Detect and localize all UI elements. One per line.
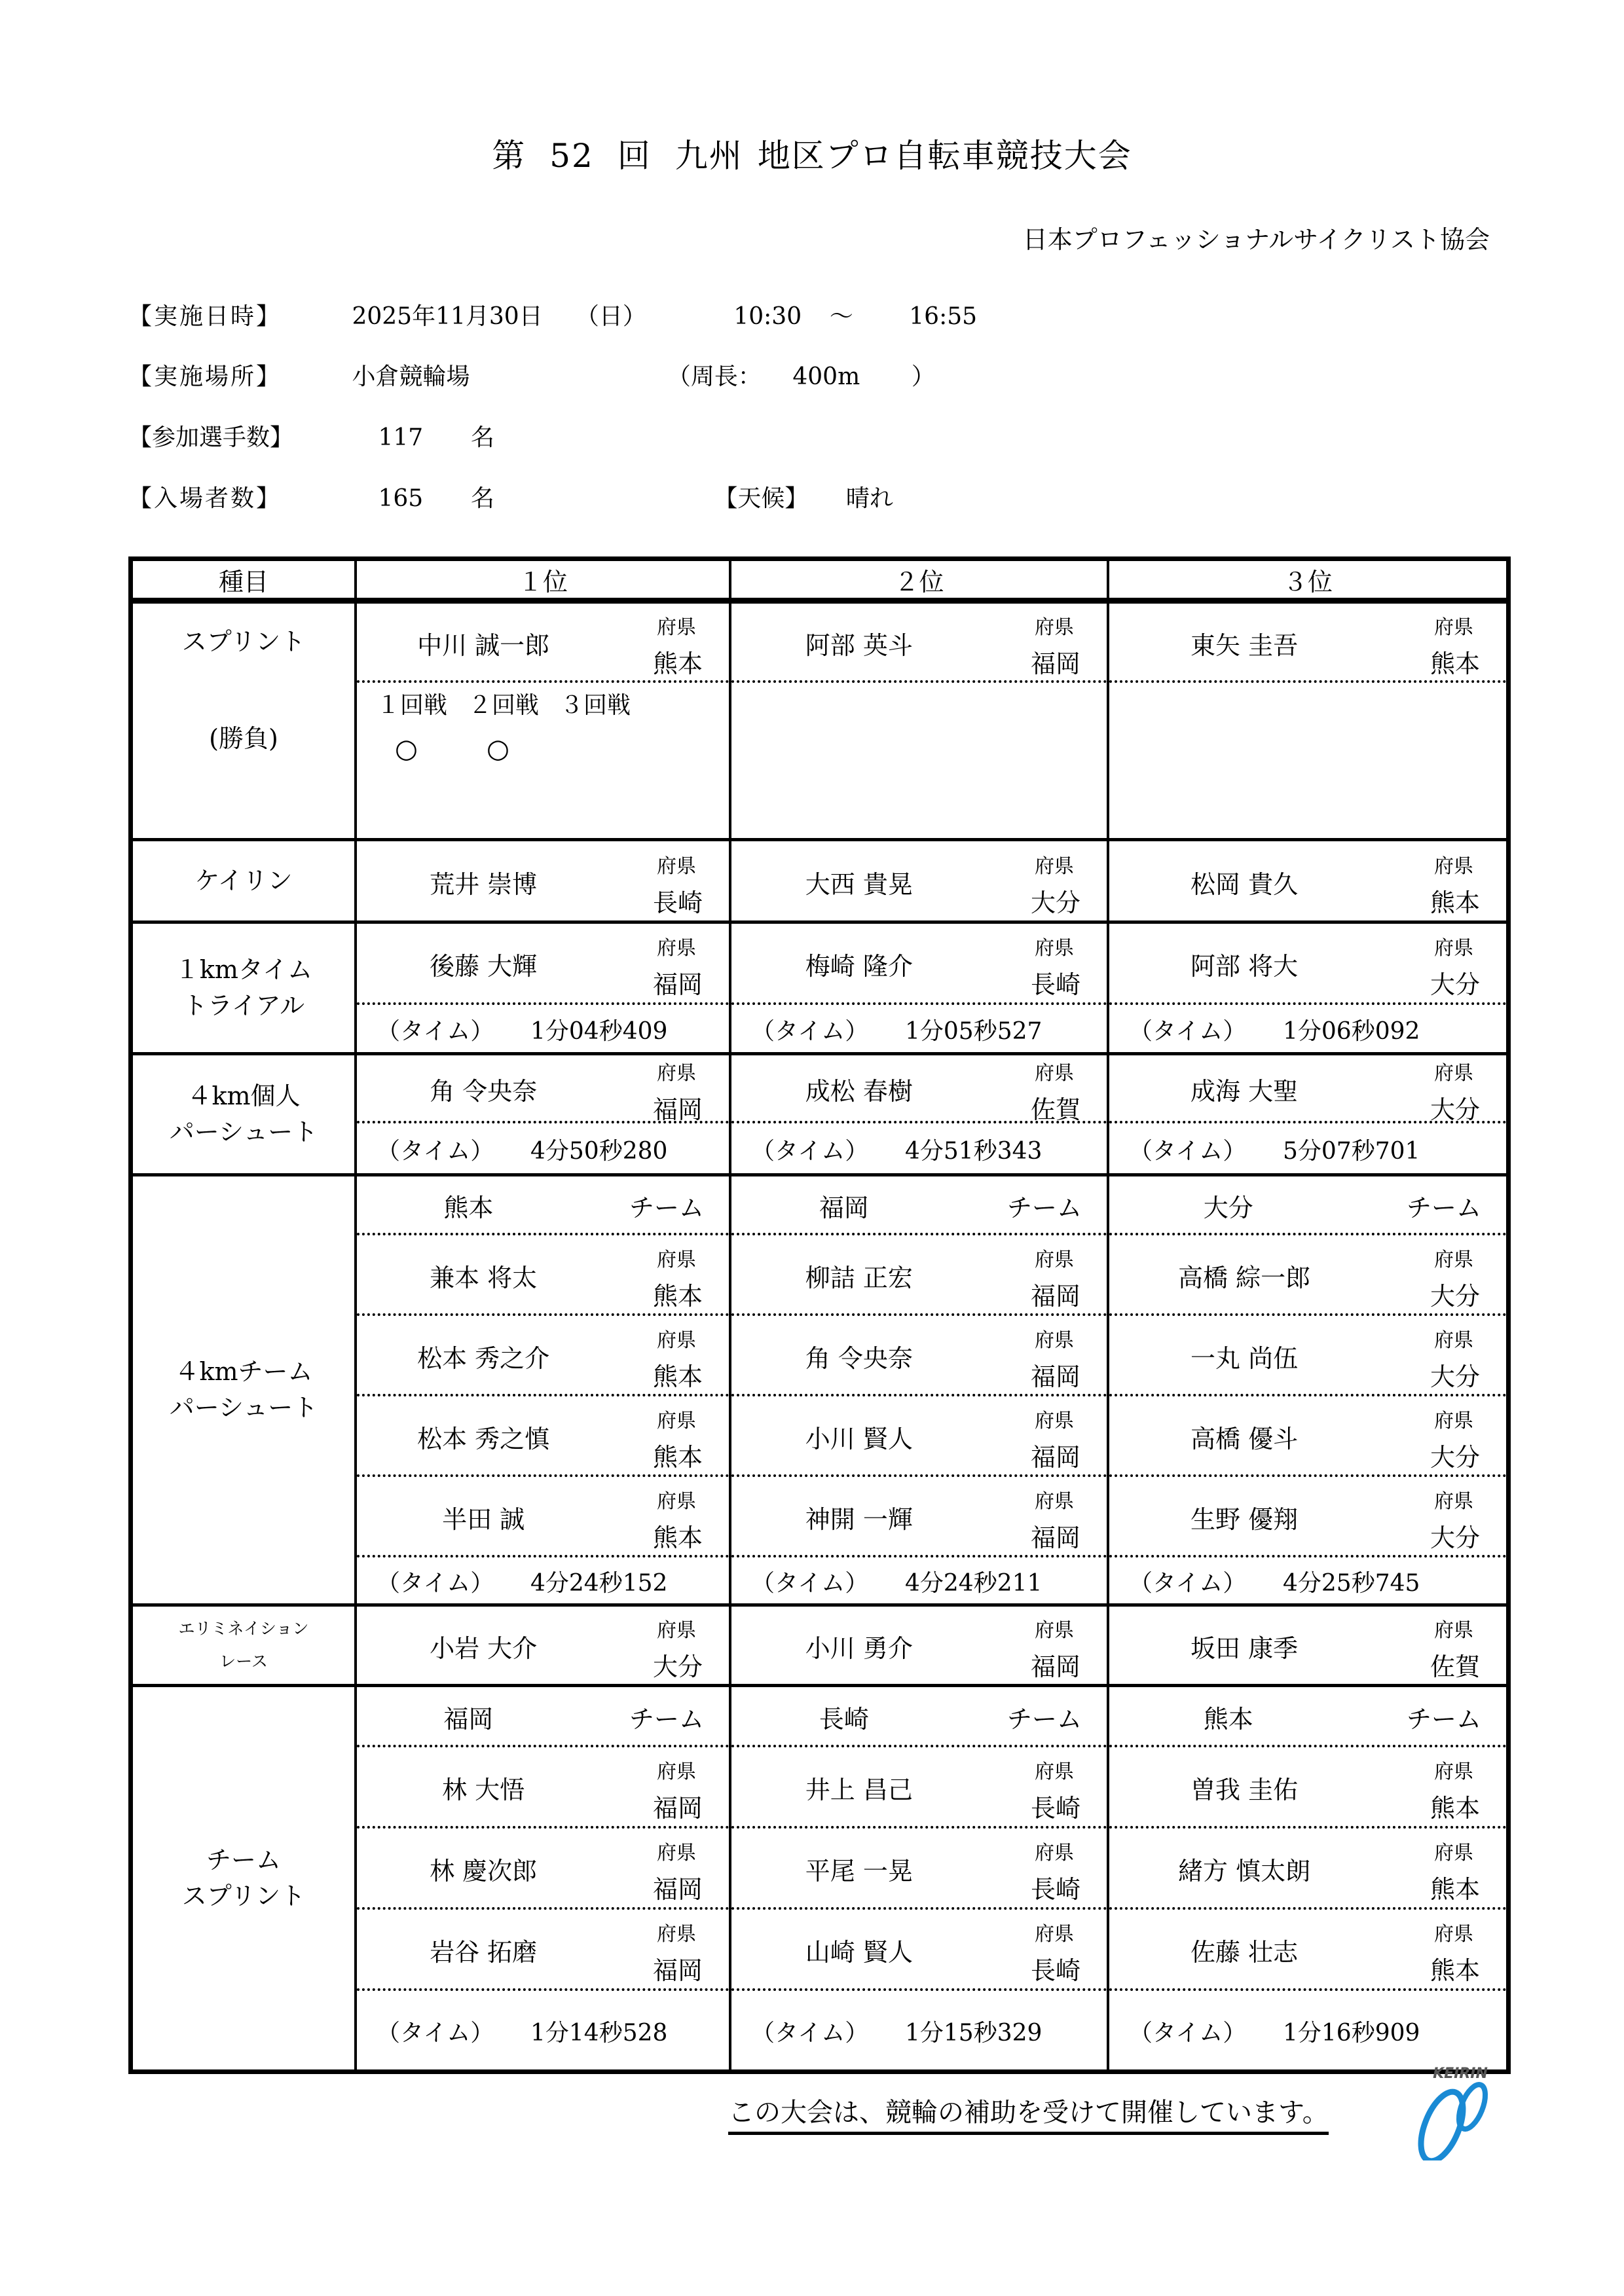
lap-label: （周長： (667, 363, 762, 390)
team-name: 熊本 (443, 1194, 494, 1222)
event-name (133, 1687, 354, 2069)
team-name: 大分 (1203, 1194, 1253, 1222)
athlete-name: 井上 昌己 (805, 1776, 913, 1804)
prefecture: 佐賀 (1430, 1652, 1480, 1681)
event-date: 2025年11月30日 (352, 303, 543, 330)
event-name-line: パーシュート (169, 1118, 318, 1146)
time-value: 1分04秒409 (530, 1018, 668, 1045)
athlete-cell (731, 924, 1107, 1002)
athlete-name: 後藤 大輝 (430, 952, 538, 981)
header-divider (133, 598, 1506, 604)
prefecture-label: 府県 (1434, 1923, 1473, 1946)
athlete-name: 坂田 康季 (1190, 1634, 1299, 1663)
prefecture: 福岡 (652, 1875, 703, 1904)
athlete-name: 小川 勇介 (805, 1634, 913, 1663)
time-value: 4分24秒211 (905, 1570, 1043, 1597)
keirin-logo (1395, 2062, 1500, 2160)
athlete-name: 生野 優翔 (1190, 1504, 1299, 1534)
athlete-name: 高橋 綜一郎 (1177, 1263, 1311, 1292)
athlete-cell (1109, 604, 1506, 680)
prefecture-label: 府県 (657, 854, 696, 878)
event-name (133, 924, 354, 1052)
prefecture-label: 府県 (1035, 1923, 1074, 1946)
event-name-line: スプリント (181, 627, 306, 656)
athlete-cell (731, 1747, 1107, 1826)
prefecture: 福岡 (652, 1794, 703, 1823)
prefecture: 大分 (1430, 1523, 1480, 1552)
venue: 小倉競輪場 (352, 363, 470, 390)
time-cell (1109, 1005, 1506, 1052)
time-label: （タイム） (1129, 1570, 1247, 1597)
prefecture: 熊本 (652, 1523, 703, 1552)
time-cell (357, 1123, 729, 1173)
athlete-cell (731, 1829, 1107, 1907)
time-separator: ～ (829, 303, 853, 330)
athlete-cell (731, 841, 1107, 920)
prefecture: 熊本 (1430, 1875, 1480, 1904)
team-label: チーム (629, 1705, 704, 1734)
info-participants-row (128, 419, 494, 452)
athlete-cell (731, 1396, 1107, 1474)
time-label: （タイム） (751, 2020, 869, 2047)
team-label: チーム (1406, 1194, 1481, 1222)
time-cell (1109, 1558, 1506, 1603)
time-value: 1分06秒092 (1283, 1018, 1420, 1045)
time-label: （タイム） (1129, 1138, 1247, 1165)
athlete-cell (357, 604, 729, 680)
prefecture-label: 府県 (657, 937, 696, 960)
prefecture-label: 府県 (1434, 1248, 1473, 1271)
event-name-line: ケイリン (194, 866, 293, 895)
prefecture-label: 府県 (1035, 854, 1074, 878)
prefecture-label: 府県 (1434, 1062, 1473, 1085)
athlete-cell (1109, 924, 1506, 1002)
time-value: 4分51秒343 (905, 1138, 1043, 1165)
time-cell (1109, 1123, 1506, 1173)
prefecture-label: 府県 (1035, 1062, 1074, 1085)
time-cell (731, 1991, 1107, 2069)
athlete-name: 東矢 圭吾 (1190, 630, 1299, 660)
time-cell (1109, 1991, 1506, 2069)
round-label: ２回戦 (468, 692, 540, 719)
athlete-cell (1109, 1055, 1506, 1124)
prefecture: 熊本 (652, 1362, 703, 1391)
lap-close: ） (911, 363, 935, 390)
athlete-cell (1109, 1607, 1506, 1684)
event-name-line: １kmタイム (174, 955, 313, 984)
team-header-cell (731, 1687, 1107, 1745)
date-label: 【実施日時】 (128, 303, 282, 330)
team-header-cell (1109, 1687, 1506, 1745)
athlete-name: 柳詰 正宏 (805, 1263, 913, 1292)
prefecture: 大分 (1430, 970, 1480, 999)
athlete-name: 中川 誠一郎 (417, 630, 550, 660)
athlete-cell (1109, 1910, 1506, 1988)
athlete-cell (1109, 1477, 1506, 1555)
prefecture-label: 府県 (657, 1248, 696, 1271)
attendance-count: 165 (378, 485, 424, 512)
athlete-cell (357, 841, 729, 920)
athlete-cell (357, 1055, 729, 1124)
title-part: 第 (492, 137, 526, 175)
time-cell (731, 1558, 1107, 1603)
athlete-cell (1109, 1396, 1506, 1474)
prefecture-label: 府県 (1035, 1328, 1074, 1352)
athlete-name: 曽我 圭佑 (1190, 1776, 1299, 1804)
athlete-cell (731, 1235, 1107, 1313)
dotted-divider (731, 680, 1107, 683)
info-attendance-row (128, 480, 893, 513)
title-part: 回 (617, 137, 652, 175)
participants-label: 【参加選手数】 (128, 424, 294, 451)
athlete-cell (357, 1607, 729, 1684)
info-venue-row (128, 358, 935, 392)
time-label: （タイム） (377, 1138, 494, 1165)
header-first-place: １位 (517, 567, 568, 596)
time-cell (357, 1991, 729, 2069)
prefecture-label: 府県 (1434, 1842, 1473, 1865)
athlete-name: 高橋 優斗 (1190, 1424, 1299, 1453)
athlete-name: 小岩 大介 (430, 1634, 538, 1663)
time-value: 4分25秒745 (1283, 1570, 1420, 1597)
athlete-name: 角 令央奈 (430, 1077, 538, 1106)
prefecture-label: 府県 (657, 1619, 696, 1642)
athlete-name: 松本 秀之慎 (417, 1424, 550, 1453)
header-third-place: ３位 (1282, 567, 1333, 596)
prefecture: 長崎 (1030, 1794, 1080, 1823)
prefecture: 大分 (1030, 888, 1080, 917)
participants-count: 117 (378, 424, 424, 451)
athlete-name: 神開 一輝 (805, 1504, 913, 1534)
prefecture-label: 府県 (1434, 615, 1473, 639)
title-part: 九州 (674, 137, 743, 175)
time-cell (357, 1558, 729, 1603)
prefecture-label: 府県 (657, 1842, 696, 1865)
event-name-line: パーシュート (169, 1393, 318, 1422)
team-label: チーム (1006, 1705, 1082, 1734)
event-name (133, 604, 354, 680)
prefecture: 福岡 (1030, 649, 1080, 678)
athlete-cell (731, 1910, 1107, 1988)
athlete-name: 松本 秀之介 (417, 1343, 550, 1373)
prefecture-label: 府県 (1035, 1248, 1074, 1271)
athlete-name: 岩谷 拓磨 (430, 1938, 538, 1967)
time-cell (357, 1005, 729, 1052)
prefecture-label: 府県 (1035, 1619, 1074, 1642)
prefecture-label: 府県 (657, 1062, 696, 1085)
time-start: 10:30 (733, 303, 802, 330)
athlete-name: 荒井 崇博 (430, 869, 538, 899)
prefecture-label: 府県 (1434, 1409, 1473, 1432)
athlete-cell (731, 1477, 1107, 1555)
prefecture-label: 府県 (657, 1409, 696, 1432)
time-label: （タイム） (751, 1138, 869, 1165)
time-value: 1分14秒528 (530, 2020, 668, 2047)
prefecture: 大分 (1430, 1281, 1480, 1311)
win-mark: ○ (395, 734, 418, 764)
time-label: （タイム） (377, 1570, 494, 1597)
prefecture: 福岡 (1030, 1523, 1080, 1552)
attendance-label: 【入場者数】 (128, 485, 282, 512)
prefecture: 大分 (1430, 1095, 1480, 1124)
prefecture: 長崎 (652, 888, 703, 917)
event-name (133, 1055, 354, 1173)
prefecture-label: 府県 (657, 615, 696, 639)
time-value: 1分16秒909 (1283, 2020, 1420, 2047)
team-name: 福岡 (819, 1194, 869, 1222)
round-label: １回戦 (377, 692, 448, 719)
time-value: 1分15秒329 (905, 2020, 1043, 2047)
prefecture: 長崎 (1030, 1875, 1080, 1904)
team-header-cell (1109, 1176, 1506, 1233)
event-name-line: チーム (206, 1845, 281, 1874)
organization-name: 日本プロフェッショナルサイクリスト協会 (1022, 225, 1490, 254)
prefecture-label: 府県 (1434, 1328, 1473, 1352)
athlete-cell (357, 1910, 729, 1988)
athlete-cell (731, 604, 1107, 680)
event-weekday: （日） (575, 303, 646, 330)
weather-label: 【天候】 (714, 485, 809, 512)
sponsorship-note: この大会は、競輪の補助を受けて開催しています。 (728, 2092, 1329, 2135)
prefecture-label: 府県 (1434, 854, 1473, 878)
prefecture-label: 府県 (657, 1923, 696, 1946)
athlete-cell (357, 1829, 729, 1907)
athlete-name: 佐藤 壮志 (1190, 1938, 1299, 1967)
keirin-logo-icon (1395, 2062, 1500, 2160)
event-name-line: ４kmチーム (174, 1357, 313, 1386)
athlete-name: 一丸 尚伍 (1190, 1343, 1299, 1373)
athlete-name: 林 慶次郎 (430, 1857, 538, 1886)
prefecture: 福岡 (1030, 1652, 1080, 1681)
prefecture: 福岡 (652, 1956, 703, 1985)
win-mark: ○ (487, 734, 509, 764)
prefecture-label: 府県 (1035, 615, 1074, 639)
keirin-logo-text: KEIRIN (1433, 2066, 1488, 2082)
athlete-cell (357, 1235, 729, 1313)
prefecture: 熊本 (1430, 649, 1480, 678)
title-part: 52 (549, 137, 594, 175)
event-subtitle: (勝負) (209, 724, 278, 753)
prefecture: 熊本 (652, 649, 703, 678)
title-part: 地区プロ自転車競技大会 (757, 137, 1132, 175)
document-title (0, 130, 1624, 177)
prefecture-label: 府県 (1035, 937, 1074, 960)
time-cell (731, 1123, 1107, 1173)
event-name-line: ４km個人 (187, 1081, 301, 1110)
prefecture-label: 府県 (1035, 1489, 1074, 1513)
weather: 晴れ (845, 485, 893, 512)
athlete-name: 成松 春樹 (805, 1077, 913, 1106)
prefecture-label: 府県 (1434, 937, 1473, 960)
event-name-line: レース (219, 1652, 268, 1671)
round-label: ３回戦 (560, 692, 631, 719)
athlete-name: 梅崎 隆介 (805, 952, 913, 981)
athlete-cell (357, 1316, 729, 1394)
athlete-cell (731, 1055, 1107, 1124)
prefecture-label: 府県 (1434, 1489, 1473, 1513)
prefecture: 大分 (1430, 1442, 1480, 1472)
athlete-cell (357, 1477, 729, 1555)
prefecture-label: 府県 (1434, 1760, 1473, 1783)
prefecture: 熊本 (1430, 888, 1480, 917)
athlete-name: 林 大悟 (442, 1776, 525, 1804)
time-label: （タイム） (751, 1570, 869, 1597)
athlete-name: 松岡 貴久 (1190, 869, 1299, 899)
prefecture: 福岡 (652, 970, 703, 999)
athlete-name: 成海 大聖 (1190, 1077, 1299, 1106)
athlete-cell (1109, 841, 1506, 920)
prefecture-label: 府県 (1035, 1760, 1074, 1783)
team-header-cell (357, 1687, 729, 1745)
athlete-name: 兼本 将太 (430, 1263, 538, 1292)
athlete-name: 小川 賢人 (805, 1424, 913, 1453)
header-second-place: ２位 (894, 567, 944, 596)
time-label: （タイム） (751, 1018, 869, 1045)
athlete-name: 半田 誠 (442, 1504, 525, 1534)
time-value: 4分24秒152 (530, 1570, 668, 1597)
athlete-name: 阿部 将大 (1190, 952, 1299, 981)
info-date-row (128, 298, 977, 331)
prefecture: 福岡 (1030, 1442, 1080, 1472)
prefecture: 長崎 (1030, 1956, 1080, 1985)
prefecture: 熊本 (652, 1281, 703, 1311)
attendance-unit: 名 (470, 485, 494, 512)
prefecture: 熊本 (652, 1442, 703, 1472)
athlete-name: 阿部 英斗 (805, 630, 913, 660)
athlete-cell (1109, 1235, 1506, 1313)
prefecture-label: 府県 (657, 1489, 696, 1513)
event-name-line: スプリント (181, 1882, 306, 1910)
athlete-name: 大西 貴晃 (805, 869, 913, 899)
athlete-cell (731, 1607, 1107, 1684)
prefecture: 福岡 (1030, 1281, 1080, 1311)
team-header-cell (731, 1176, 1107, 1233)
prefecture-label: 府県 (1035, 1409, 1074, 1432)
athlete-name: 山崎 賢人 (805, 1938, 913, 1967)
dotted-divider (357, 680, 729, 683)
prefecture-label: 府県 (1434, 1619, 1473, 1642)
time-value: 4分50秒280 (530, 1138, 668, 1165)
athlete-cell (731, 1316, 1107, 1394)
team-label: チーム (629, 1194, 704, 1222)
time-value: 5分07秒701 (1283, 1138, 1420, 1165)
event-name-line: トライアル (182, 991, 305, 1020)
team-label: チーム (1006, 1194, 1082, 1222)
athlete-name: 角 令央奈 (805, 1343, 913, 1373)
athlete-cell (357, 924, 729, 1002)
event-name (133, 1176, 354, 1603)
prefecture: 熊本 (1430, 1794, 1480, 1823)
athlete-cell (1109, 1316, 1506, 1394)
prefecture: 長崎 (1030, 970, 1080, 999)
time-cell (731, 1005, 1107, 1052)
event-name (133, 1607, 354, 1684)
event-name-line: エリミネイション (178, 1619, 309, 1638)
team-name: 福岡 (443, 1705, 494, 1734)
results-table (128, 556, 1511, 2074)
time-label: （タイム） (377, 2020, 494, 2047)
athlete-cell (357, 1396, 729, 1474)
time-end: 16:55 (909, 303, 978, 330)
athlete-name: 緒方 慎太朗 (1177, 1857, 1311, 1886)
prefecture: 大分 (1430, 1362, 1480, 1391)
time-label: （タイム） (377, 1018, 494, 1045)
team-header-cell (357, 1176, 729, 1233)
athlete-cell (357, 1747, 729, 1826)
lap-length: 400m (792, 363, 860, 390)
prefecture: 熊本 (1430, 1956, 1480, 1985)
event-name (133, 841, 354, 920)
prefecture-label: 府県 (657, 1760, 696, 1783)
athlete-cell (1109, 1747, 1506, 1826)
participants-unit: 名 (470, 424, 494, 451)
prefecture-label: 府県 (1035, 1842, 1074, 1865)
time-value: 1分05秒527 (905, 1018, 1043, 1045)
prefecture: 福岡 (652, 1095, 703, 1124)
dotted-divider (1109, 680, 1506, 683)
prefecture: 大分 (652, 1652, 703, 1681)
team-label: チーム (1406, 1705, 1481, 1734)
prefecture-label: 府県 (657, 1328, 696, 1352)
time-label: （タイム） (1129, 2020, 1247, 2047)
prefecture: 佐賀 (1030, 1095, 1080, 1124)
team-name: 長崎 (819, 1705, 869, 1734)
team-name: 熊本 (1203, 1705, 1253, 1734)
athlete-name: 平尾 一晃 (805, 1857, 913, 1886)
time-label: （タイム） (1129, 1018, 1247, 1045)
header-event: 種目 (218, 567, 268, 596)
venue-label: 【実施場所】 (128, 363, 282, 390)
prefecture: 福岡 (1030, 1362, 1080, 1391)
athlete-cell (1109, 1829, 1506, 1907)
